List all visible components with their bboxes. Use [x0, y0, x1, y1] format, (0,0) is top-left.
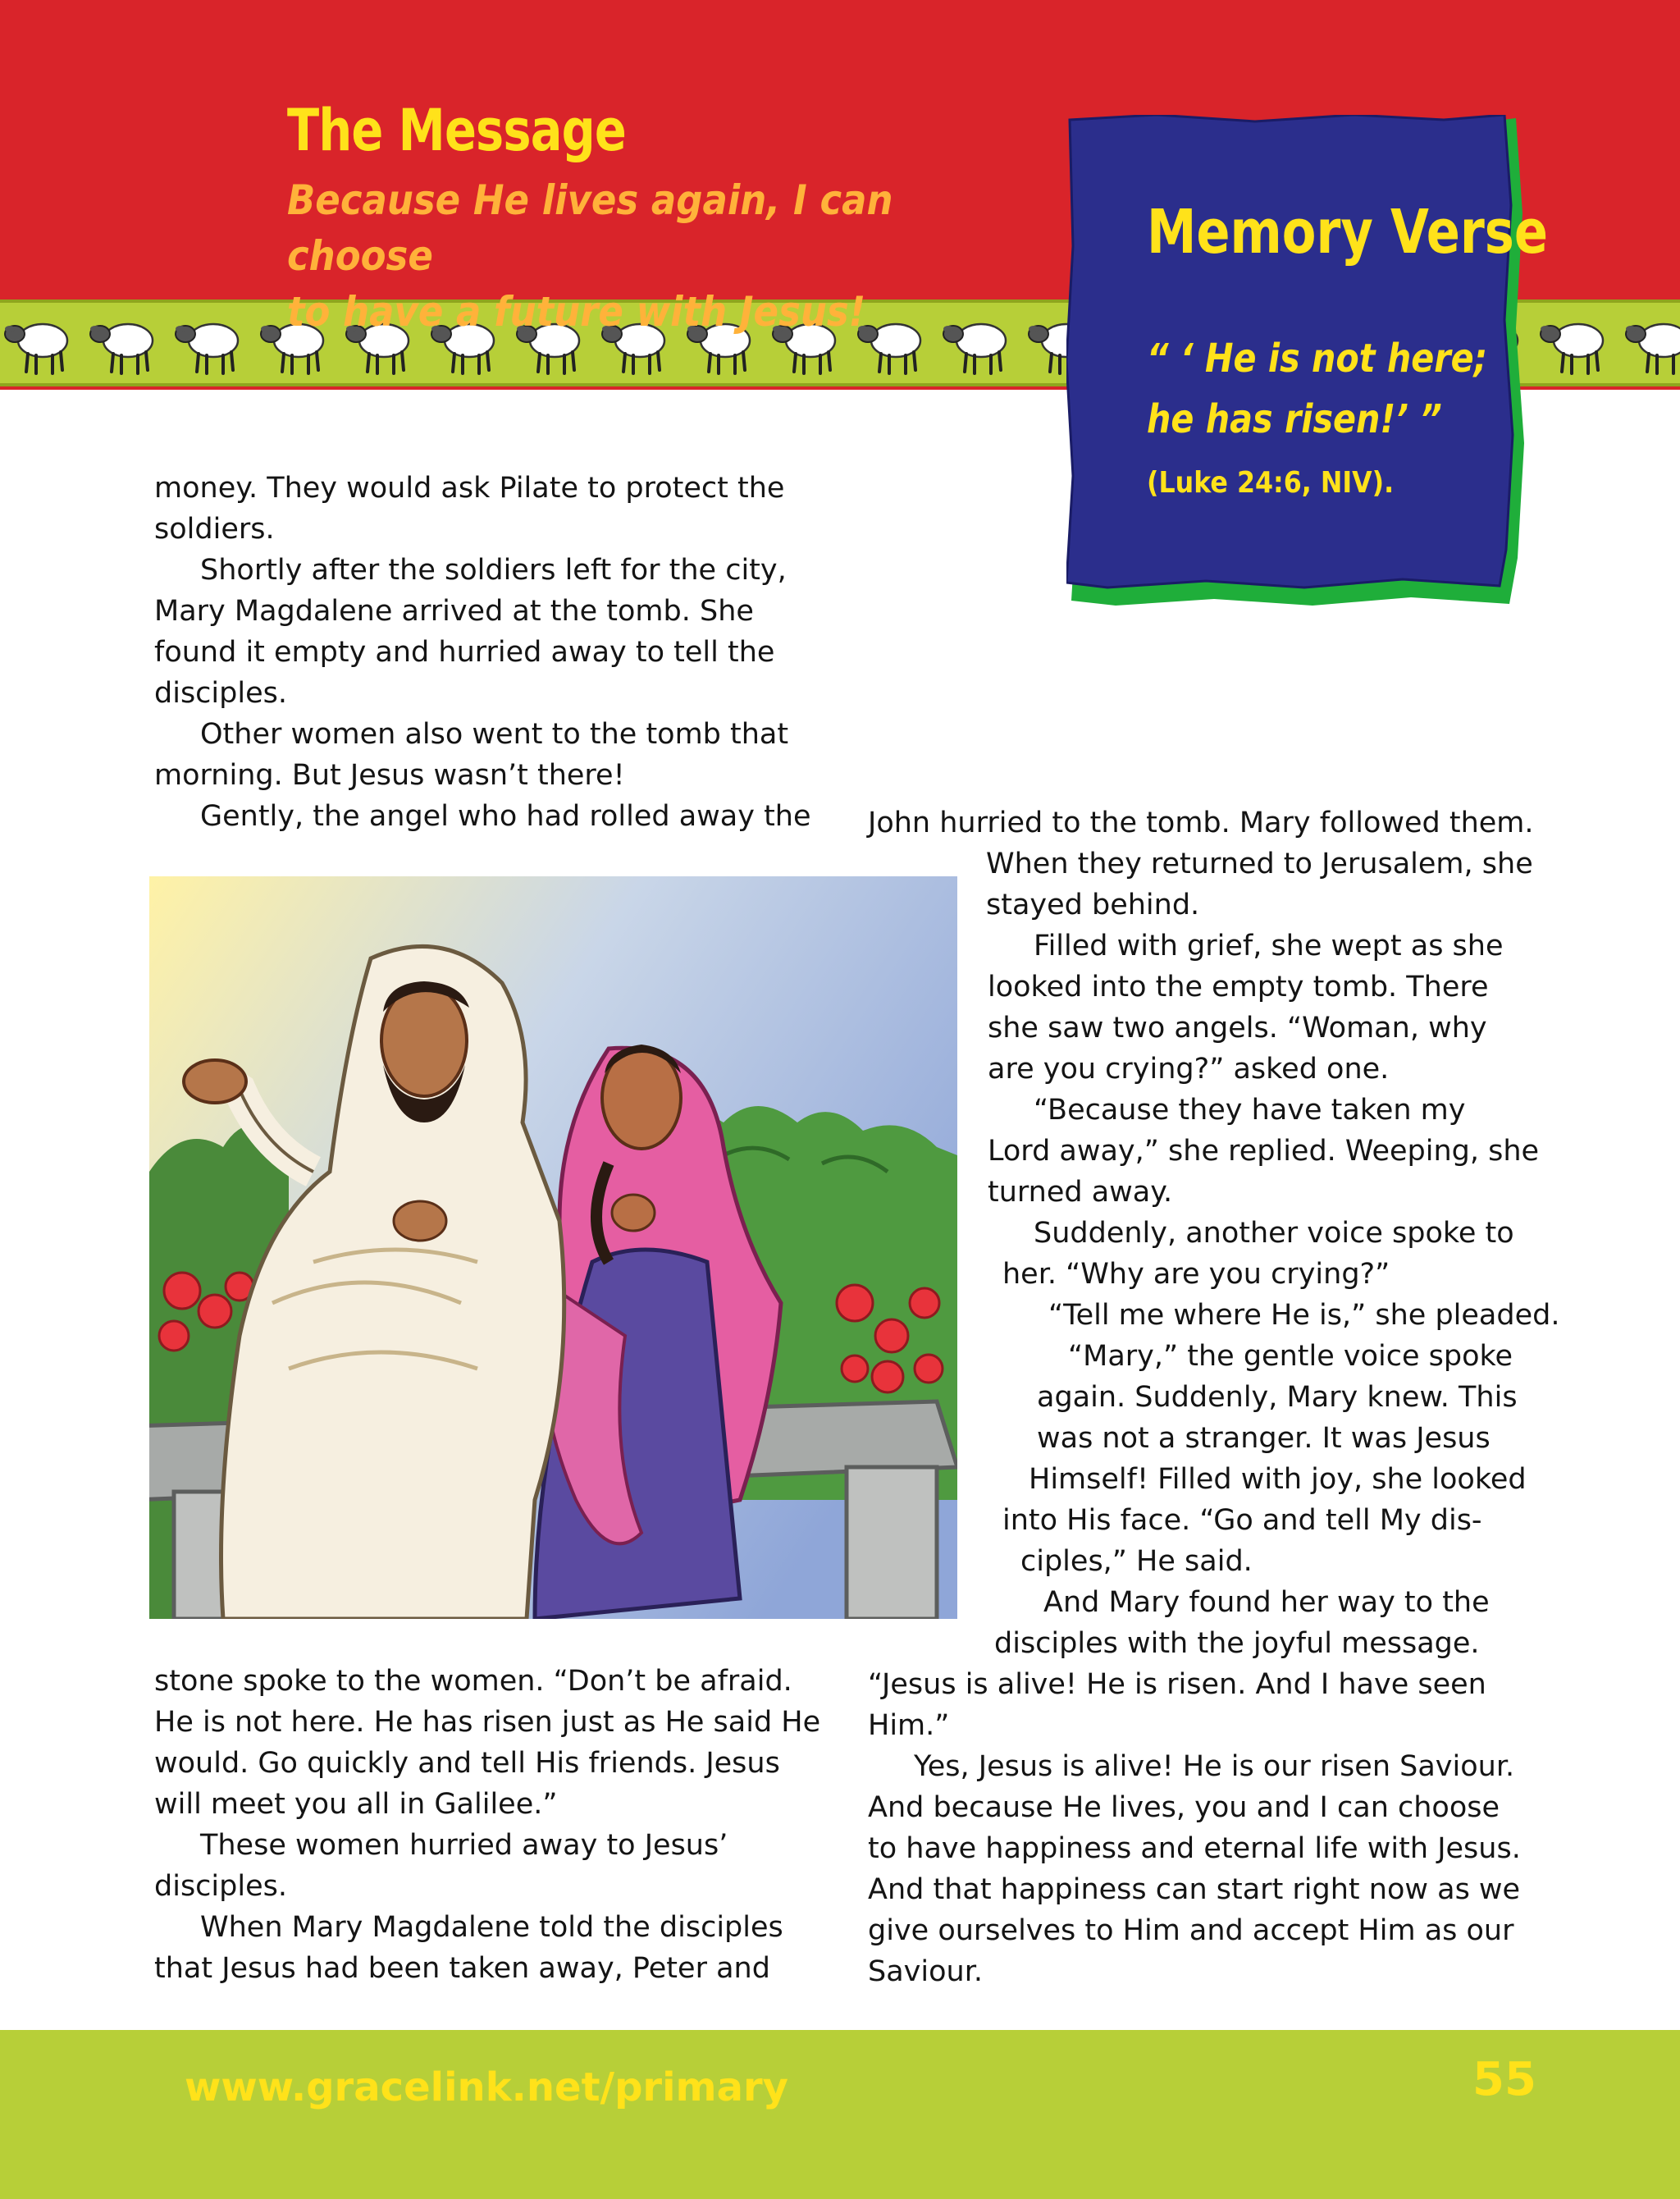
- story-line: Shortly after the soldiers left for the city,: [200, 554, 787, 587]
- story-line: Suddenly, another voice spoke to: [1034, 1217, 1514, 1250]
- story-line: will meet you all in Galilee.”: [154, 1788, 558, 1821]
- subtitle-line: to have a future with Jesus!: [287, 288, 866, 336]
- lamb-icon: [174, 309, 244, 377]
- lamb-icon: [942, 309, 1012, 377]
- story-line: turned away.: [988, 1176, 1173, 1209]
- story-line: disciples.: [154, 1870, 287, 1903]
- story-line: to have happiness and eternal life with Jesus.: [868, 1832, 1521, 1865]
- story-line: Filled with grief, she wept as she: [1034, 930, 1504, 962]
- lesson-title: The Message: [287, 97, 627, 164]
- story-line: morning. But Jesus wasn’t there!: [154, 759, 625, 792]
- story-left-top: [154, 468, 811, 837]
- story-illustration: [149, 876, 957, 1619]
- memory-verse-title: Memory Verse: [1147, 197, 1549, 267]
- story-line: John hurried to the tomb. Mary followed them.: [868, 807, 1534, 839]
- story-line: disciples.: [154, 677, 287, 710]
- footer-band: [0, 2030, 1680, 2199]
- story-line: Him.”: [868, 1709, 950, 1742]
- story-line: she saw two angels. “Woman, why: [988, 1012, 1487, 1045]
- lamb-icon: [89, 309, 159, 377]
- story-line: into His face. “Go and tell My dis-: [1002, 1504, 1482, 1537]
- lamb-icon: [1539, 309, 1609, 377]
- memory-verse-line: “ ‘ He is not here;: [1147, 336, 1488, 382]
- story-line: And that happiness can start right now as we: [868, 1873, 1521, 1906]
- story-line: stone spoke to the women. “Don’t be afraid.: [154, 1665, 792, 1698]
- story-line: are you crying?” asked one.: [988, 1053, 1390, 1086]
- story-line: Mary Magdalene arrived at the tomb. She: [154, 595, 754, 628]
- story-line: And because He lives, you and I can choose: [868, 1791, 1500, 1824]
- story-line: that Jesus had been taken away, Peter and: [154, 1952, 770, 1985]
- story-line: Himself! Filled with joy, she looked: [1029, 1463, 1527, 1496]
- footer-url[interactable]: www.gracelink.net/primary: [185, 2064, 788, 2110]
- story-line: give ourselves to Him and accept Him as our: [868, 1914, 1514, 1947]
- memory-verse-text: [1147, 328, 1487, 450]
- story-line: soldiers.: [154, 513, 275, 546]
- story-line: “Because they have taken my: [1034, 1094, 1466, 1127]
- lamb-icon: [3, 309, 74, 377]
- story-line: would. Go quickly and tell His friends. Jesus: [154, 1747, 780, 1780]
- memory-verse-reference: (Luke 24:6, NIV).: [1147, 466, 1395, 500]
- memory-verse-line: he has risen!’ ”: [1147, 396, 1442, 442]
- story-line: disciples with the joyful message.: [994, 1627, 1480, 1660]
- story-line: He is not here. He has risen just as He said He: [154, 1706, 821, 1739]
- story-line: Lord away,” she replied. Weeping, she: [988, 1135, 1540, 1168]
- story-line: “Jesus is alive! He is risen. And I have seen: [868, 1668, 1486, 1701]
- story-line: her. “Why are you crying?”: [1002, 1258, 1390, 1291]
- story-line: again. Suddenly, Mary knew. This: [1037, 1381, 1518, 1414]
- story-line: looked into the empty tomb. There: [988, 971, 1489, 1003]
- story-line: Saviour.: [868, 1955, 983, 1988]
- story-line: Yes, Jesus is alive! He is our risen Saviour.: [914, 1750, 1515, 1783]
- story-line: ciples,” He said.: [1020, 1545, 1253, 1578]
- lamb-icon: [1624, 309, 1680, 377]
- story-line: was not a stranger. It was Jesus: [1037, 1422, 1491, 1455]
- subtitle-line: Because He lives again, I can choose: [287, 176, 893, 280]
- page-number: 55: [1472, 2053, 1536, 2106]
- story-line: Gently, the angel who had rolled away the: [200, 800, 811, 833]
- story-line: “Tell me where He is,” she pleaded.: [1048, 1299, 1560, 1332]
- lesson-subtitle: [287, 172, 952, 340]
- story-line: When Mary Magdalene told the disciples: [200, 1911, 783, 1944]
- story-line: stayed behind.: [986, 889, 1200, 921]
- story-line: Other women also went to the tomb that: [200, 718, 789, 751]
- story-line: These women hurried away to Jesus’: [200, 1829, 728, 1862]
- story-line: When they returned to Jerusalem, she: [986, 848, 1533, 880]
- story-line: money. They would ask Pilate to protect the: [154, 472, 785, 505]
- story-line: And Mary found her way to the: [1043, 1586, 1490, 1619]
- story-line: found it empty and hurried away to tell the: [154, 636, 775, 669]
- story-line: “Mary,” the gentle voice spoke: [1068, 1340, 1513, 1373]
